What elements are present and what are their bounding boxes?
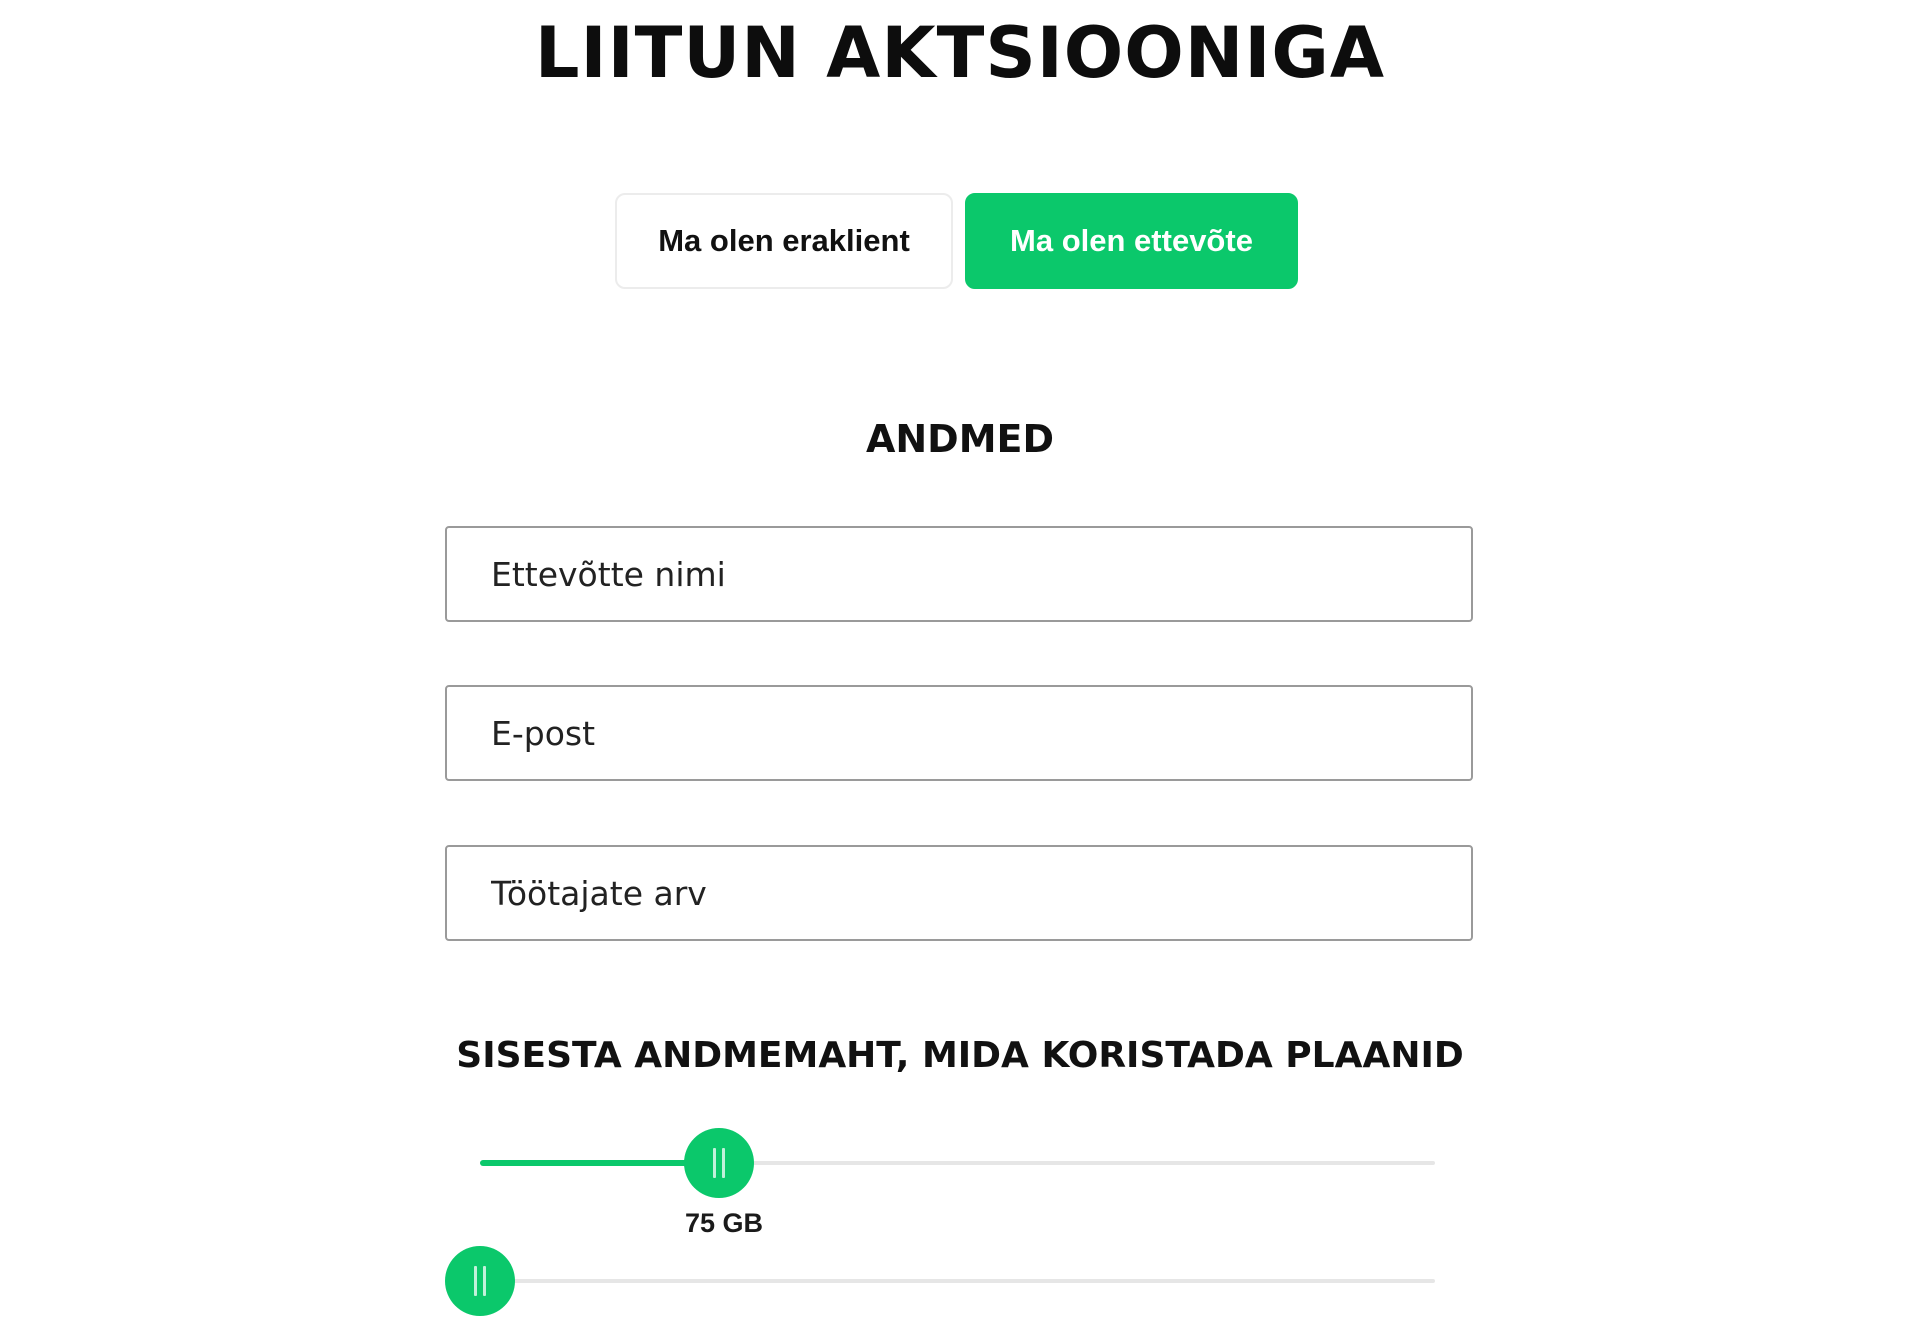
data-amount-heading: SISESTA ANDMEMAHT, MIDA KORISTADA PLAANID [456, 1035, 1464, 1076]
slider-handle[interactable] [684, 1128, 754, 1198]
company-name-field-wrapper [445, 526, 1473, 622]
email-input[interactable] [447, 687, 1471, 779]
business-customer-button[interactable]: Ma olen ettevõte [965, 193, 1298, 289]
details-heading: ANDMED [865, 417, 1055, 461]
slider-track[interactable] [480, 1279, 1435, 1283]
customer-type-toggle [615, 193, 1298, 289]
data-amount-slider[interactable] [480, 1123, 1435, 1203]
grip-icon [483, 1266, 486, 1296]
private-customer-button[interactable]: Ma olen eraklient [615, 193, 953, 289]
employee-count-input[interactable] [447, 847, 1471, 939]
grip-icon [474, 1266, 477, 1296]
slider-value-label: 75 GB [684, 1208, 764, 1238]
secondary-slider[interactable] [480, 1241, 1435, 1321]
company-name-input[interactable] [447, 528, 1471, 620]
email-field-wrapper [445, 685, 1473, 781]
grip-icon [713, 1148, 716, 1178]
employee-count-field-wrapper [445, 845, 1473, 941]
grip-icon [722, 1148, 725, 1178]
slider-handle[interactable] [445, 1246, 515, 1316]
page-title: LIITUN AKTSIOONIGA [534, 12, 1386, 94]
